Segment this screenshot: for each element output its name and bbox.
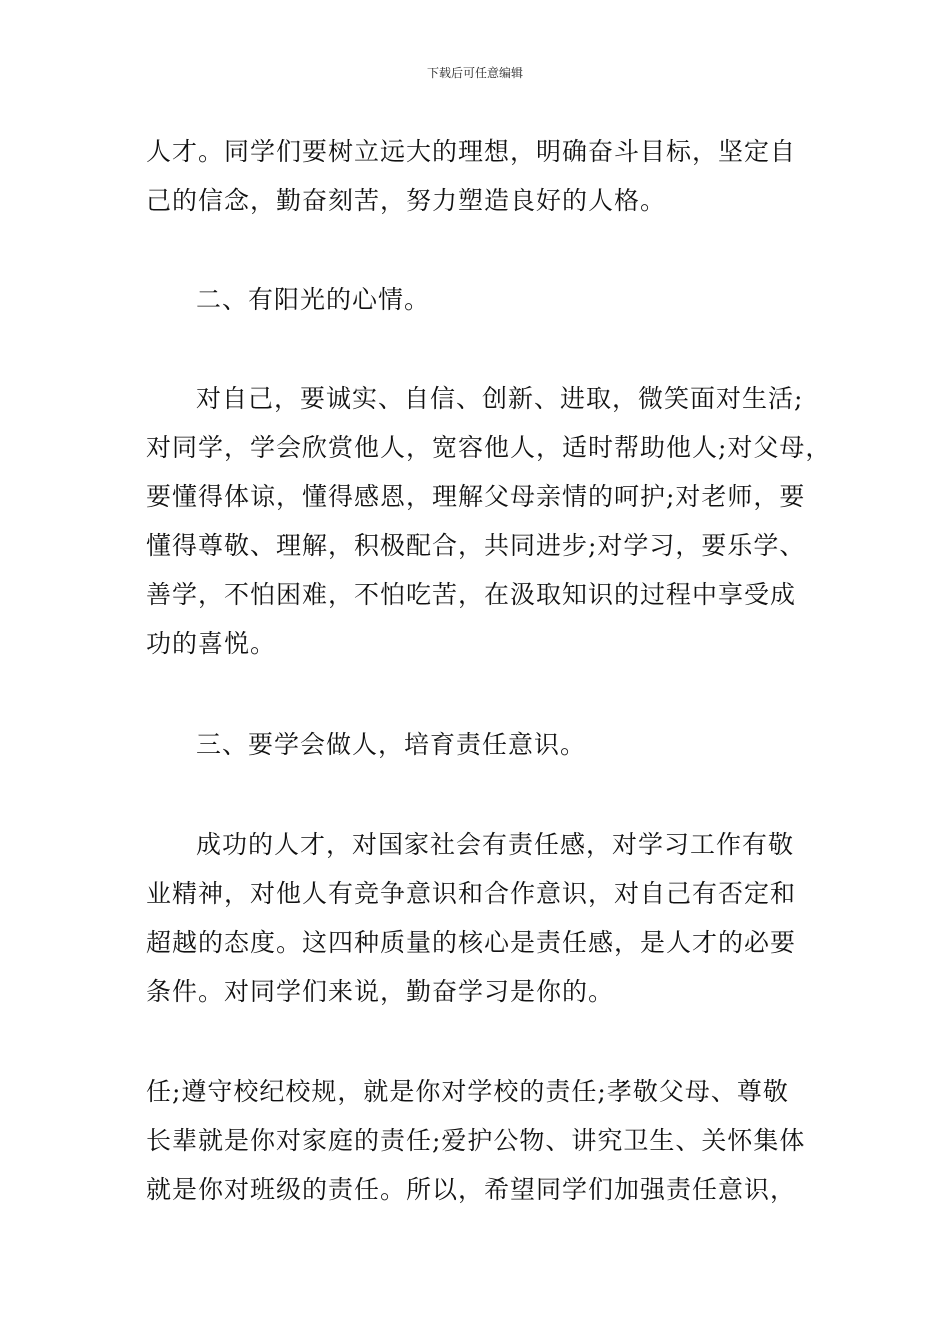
- page-header: 下载后可任意编辑: [426, 66, 523, 80]
- text-line: 懂得尊敬、理解，积极配合，共同进步;对学习，要乐学、: [146, 531, 806, 560]
- text-line: 要懂得体谅，懂得感恩，理解父母亲情的呵护;对老师，要: [146, 482, 806, 511]
- section-heading-2: [196, 275, 872, 324]
- text-line: 功的喜悦。: [146, 629, 277, 658]
- text-line: 条件。对同学们来说，勤奋学习是你的。: [146, 977, 615, 1006]
- text-line: 成功的人才，对国家社会有责任感，对学习工作有敬: [196, 830, 795, 859]
- paragraph-continuation: [146, 127, 822, 225]
- text-line: 对自己，要诚实、自信、创新、进取，微笑面对生活;: [196, 384, 804, 413]
- paragraph-sunshine-mood: [146, 374, 832, 668]
- text-line: 超越的态度。这四种质量的核心是责任感，是人才的必要: [146, 928, 797, 957]
- text-line: 就是你对班级的责任。所以，希望同学们加强责任意识，: [146, 1175, 797, 1204]
- paragraph-responsibility: [146, 820, 822, 1016]
- section-heading-3: [196, 720, 872, 769]
- text-line: 己的信念，勤奋刻苦，努力塑造良好的人格。: [146, 186, 667, 215]
- text-line: 善学，不怕困难，不怕吃苦，在汲取知识的过程中享受成: [146, 580, 797, 609]
- text-line: 人才。同学们要树立远大的理想，明确奋斗目标，坚定自: [146, 137, 797, 166]
- text-line: 对同学，学会欣赏他人，宽容他人，适时帮助他人;对父母，: [146, 433, 832, 462]
- text-line: 业精神，对他人有竞争意识和合作意识，对自己有否定和: [146, 879, 797, 908]
- paragraph-duties: [146, 1067, 822, 1214]
- text-line: 任;遵守校纪校规，就是你对学校的责任;孝敬父母、尊敬: [146, 1077, 789, 1106]
- text-line: 长辈就是你对家庭的责任;爱护公物、讲究卫生、关怀集体: [146, 1126, 806, 1155]
- heading-text: 三、要学会做人，培育责任意识。: [196, 730, 587, 759]
- heading-text: 二、有阳光的心情。: [196, 285, 431, 314]
